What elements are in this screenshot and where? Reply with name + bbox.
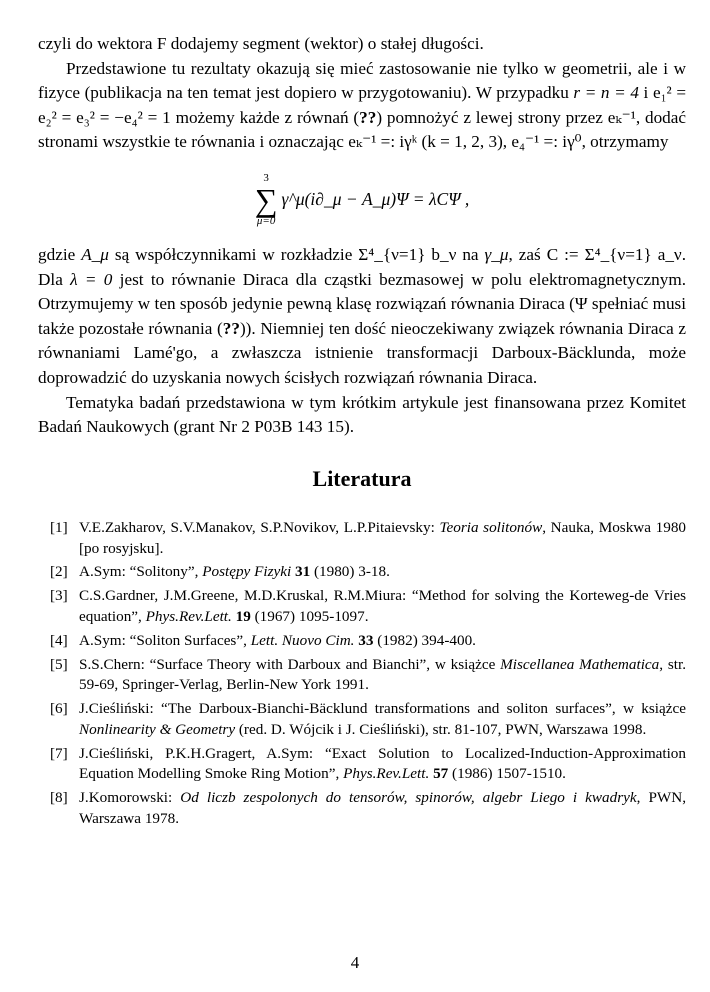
text: ,	[502, 132, 512, 152]
reference-number: [7]	[50, 744, 68, 762]
paragraph-1: czyli do wektora F dodajemy segment (wektor) o stałej długości.	[38, 34, 484, 53]
reference-post: (1980) 3-18.	[310, 563, 390, 581]
math-inline: (k = 1, 2, 3)	[421, 132, 503, 152]
reference-pre: J.Cieśliński: “The Darboux-Bianchi-Bäcklund transformations and soliton surfaces”, w książce	[79, 700, 686, 718]
text: )). Niemniej ten dość nieoczekiwany związek równania Diraca z równaniami Lamé'go, a zwłaszcza istnienie transformacji Darboux-Bäcklunda, może doprowadzić do uzyskania nowych ścisłych rozwiązań równania Diraca.	[38, 318, 686, 387]
reference-item	[50, 631, 686, 652]
reference-post: , Nauka, Moskwa 1980 [po rosyjsku].	[79, 518, 687, 557]
equation-body: γ^μ(i∂_μ − A_μ)Ψ = λCΨ ,	[281, 189, 470, 210]
paragraph-2	[38, 57, 686, 155]
math-inline: A_μ	[81, 244, 109, 264]
reference-item	[50, 744, 686, 786]
reference-italic: Phys.Rev.Lett.	[145, 607, 232, 625]
text: możemy każde z równań (	[170, 107, 360, 127]
reference-item	[50, 788, 686, 830]
reference-text	[79, 699, 686, 741]
reference-number: [3]	[50, 587, 68, 605]
text: są współczynnikami w rozkładzie	[108, 244, 359, 264]
reference-pre: C.S.Gardner, J.M.Greene, M.D.Kruskal, R.M.Miura: “Method for solving the Korteweg-de Vries equation”,	[79, 587, 686, 625]
reference-bold: 19	[231, 607, 251, 625]
reference-list	[50, 518, 686, 830]
reference-italic: Phys.Rev.Lett.	[343, 765, 430, 783]
broken-ref: ??	[359, 107, 377, 127]
math-inline: C := Σ⁴_{ν=1} a_ν	[546, 244, 682, 264]
reference-text	[79, 744, 686, 786]
sum-upper-limit: 3	[263, 171, 269, 184]
math-inline: eₖ⁻¹	[607, 107, 636, 127]
reference-post: , str. 59-69, Springer-Verlag, Berlin-New York 1991.	[79, 655, 686, 694]
text: na	[456, 244, 485, 264]
reference-post: , PWN, Warszawa 1978.	[79, 789, 686, 828]
reference-italic: Teoria solitonów	[439, 518, 543, 536]
reference-text	[79, 631, 686, 652]
display-equation	[38, 165, 686, 237]
reference-number: [6]	[50, 700, 68, 718]
text: jest to równanie Diraca dla cząstki bezmasowej w polu elektromagnetycznym. Otrzymujemy w ten sposób jedynie pewną klasę rozwiązań równania Diraca (Ψ spełniać musi także pozostałe równania (	[38, 269, 686, 338]
reference-number: [1]	[50, 518, 68, 536]
text: , zaś	[508, 244, 547, 264]
math-inline: Σ⁴_{ν=1} b_ν	[358, 244, 457, 264]
reference-text	[79, 562, 686, 583]
reference-item	[50, 562, 686, 583]
math-inline: γ_μ	[484, 244, 509, 264]
reference-post: (1982) 394-400.	[373, 631, 476, 649]
text: , otrzymamy	[581, 132, 669, 152]
reference-pre: A.Sym: “Soliton Surfaces”,	[79, 631, 251, 649]
reference-number: [2]	[50, 563, 68, 581]
reference-item	[50, 699, 686, 741]
text: ) pomnożyć z lewej strony przez	[376, 107, 608, 127]
reference-number: [5]	[50, 655, 68, 673]
reference-text	[79, 788, 686, 830]
reference-italic: Postępy Fizyki	[202, 563, 292, 581]
sigma-icon: ∑	[254, 181, 278, 218]
reference-italic: Od liczb zespolonych do tensorów, spinorów, algebr Liego i kwadryk	[180, 789, 637, 807]
reference-item	[50, 518, 686, 560]
reference-text	[79, 655, 686, 697]
text: i	[638, 83, 653, 103]
paragraph-4: Tematyka badań przedstawiona w tym krótkim artykule jest finansowana przez Komitet Badań Naukowych (grant Nr 2 P03B 143 15).	[38, 392, 686, 437]
summation	[255, 173, 278, 227]
text: gdzie	[38, 244, 82, 264]
reference-item	[50, 655, 686, 697]
reference-number: [4]	[50, 631, 68, 649]
reference-text	[79, 586, 686, 628]
reference-post: (1967) 1095-1097.	[250, 607, 369, 625]
broken-ref: ??	[222, 318, 240, 338]
reference-pre: A.Sym: “Solitony”,	[79, 563, 203, 581]
reference-pre: S.S.Chern: “Surface Theory with Darboux and Bianchi”, w książce	[79, 655, 501, 673]
text: , dodać stronami wszystkie te równania i oznaczając	[38, 107, 687, 152]
reference-bold: 33	[354, 631, 374, 649]
text: . Dla	[38, 244, 686, 289]
reference-bold: 57	[429, 765, 449, 783]
reference-item	[50, 586, 686, 628]
math-inline: eₖ⁻¹ =: iγᵏ	[348, 132, 418, 152]
text: Przedstawione tu rezultaty okazują się mieć zastosowanie nie tylko w geometrii, ale i w fizyce (publikacja na ten temat jest dopiero w przygotowaniu). W przypadku	[38, 58, 686, 103]
reference-post: (1986) 1507-1510.	[448, 765, 566, 783]
reference-pre: V.E.Zakharov, S.V.Manakov, S.P.Novikov, L.P.Pitaievsky:	[79, 518, 440, 536]
sum-lower-limit: μ=0	[256, 214, 276, 227]
math-inline: e₄⁻¹ =: iγ⁰	[511, 132, 582, 152]
math-inline: r = n = 4	[573, 83, 639, 103]
page-content	[38, 32, 686, 833]
section-heading: Literatura	[312, 465, 412, 491]
reference-italic: Nonlinearity & Geometry	[79, 720, 236, 738]
reference-number: [8]	[50, 789, 68, 807]
reference-text	[79, 518, 686, 560]
paragraph-3	[38, 243, 686, 391]
reference-italic: Lett. Nuovo Cim.	[250, 631, 355, 649]
reference-post: (red. D. Wójcik i J. Cieśliński), str. 81-107, PWN, Warszawa 1998.	[235, 720, 647, 738]
page-number: 4	[350, 953, 360, 972]
reference-bold: 31	[291, 563, 311, 581]
reference-italic: Miscellanea Mathematica	[500, 655, 660, 673]
reference-pre: J.Komorowski:	[79, 789, 181, 807]
reference-pre: J.Cieśliński, P.K.H.Gragert, A.Sym: “Exact Solution to Localized-Induction-Approximation Equation Modelling Smoke Ring Motion”,	[79, 744, 686, 783]
math-inline: e₁² = e₂² = e₃² = −e₄² = 1	[38, 83, 687, 127]
math-inline: λ = 0	[70, 269, 113, 289]
